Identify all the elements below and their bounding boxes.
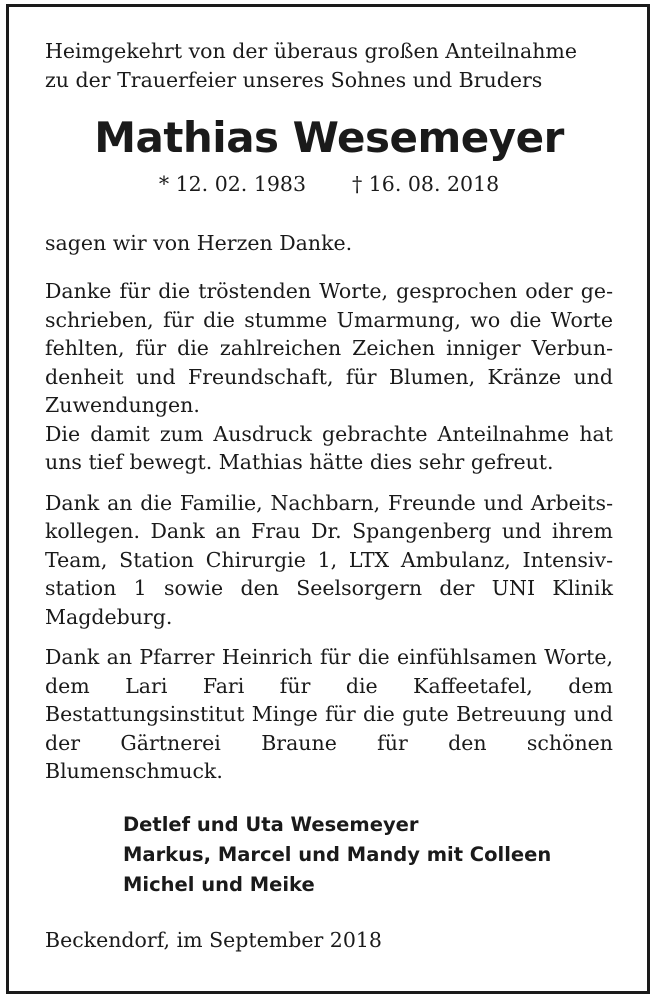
signer-line: Markus, Marcel und Mandy mit Colleen <box>123 842 552 866</box>
paragraph-family-thanks: Dank an die Familie, Nachbarn, Freunde und Arbeitskollegen. Dank an Frau Dr. Spangenberg und ihrem Team, Station Chirurgie 1, LTX Ambulanz, Intensivstation 1 sowie den Seelsorgern der UNI Klinik Magdeburg. <box>45 490 613 629</box>
deceased-name: Mathias Wesemeyer <box>94 113 564 162</box>
paragraph-pastor-thanks: Dank an Pfarrer Heinrich für die einfühlsamen Worte, dem Lari Fari für die Kaffeetafel, dem Bestattungsinstitut Minge für die gute Betreuung und der Gärtnerei Braune für den schönen Blumenschmuck. <box>45 645 613 783</box>
place-date: Beckendorf, im September 2018 <box>45 927 382 952</box>
intro-line: zu der Trauerfeier unseres Sohnes und Bruders <box>45 67 543 92</box>
death-date: † 16. 08. 2018 <box>352 172 500 196</box>
thanks-line: sagen wir von Herzen Danke. <box>45 230 353 255</box>
notice-frame <box>6 4 650 994</box>
paragraph-condolences: Danke für die tröstenden Worte, gesprochen oder geschrieben, für die stumme Umarmung, wo die Worte fehlten, für die zahlreichen Zeichen inniger Verbundenheit und Freundschaft, für Blumen, Kränze und Zuwendungen. <box>45 279 613 417</box>
signer-line: Michel und Meike <box>123 872 315 896</box>
birth-date: * 12. 02. 1983 <box>158 172 306 196</box>
signers <box>45 810 613 900</box>
signer-line: Detlef und Uta Wesemeyer <box>123 812 419 836</box>
intro-line: Heimgekehrt von der überaus großen Anteilnahme <box>45 39 577 63</box>
life-dates <box>45 170 613 199</box>
notice-content <box>45 37 613 954</box>
intro-text <box>45 37 613 94</box>
paragraph-sympathy: Die damit zum Ausdruck gebrachte Anteilnahme hat uns tief bewegt. Mathias hätte dies sehr gefreut. <box>45 421 613 474</box>
